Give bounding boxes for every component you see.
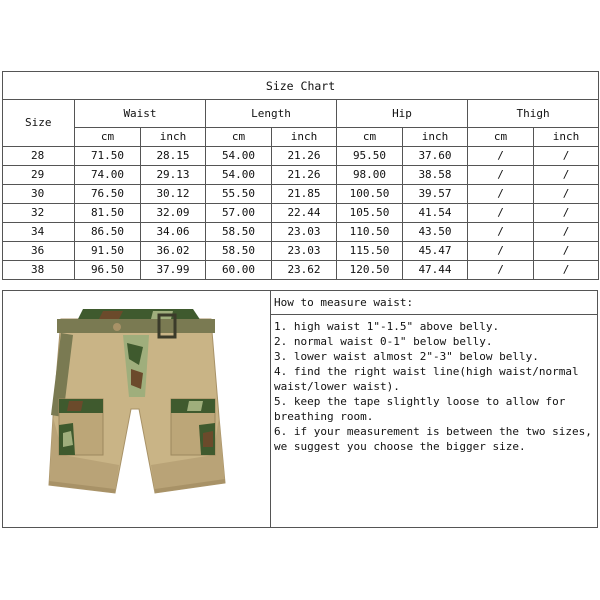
measurement-cell: 30.12 xyxy=(141,185,206,204)
measurement-cell: 95.50 xyxy=(337,147,403,166)
measurement-cell: 58.50 xyxy=(206,223,272,242)
size-row xyxy=(3,204,599,223)
measurement-cell: 43.50 xyxy=(403,223,468,242)
measurement-cell: 28.15 xyxy=(141,147,206,166)
measurement-cell: 21.26 xyxy=(272,147,337,166)
size-header: Size xyxy=(3,100,75,147)
measurement-cell: 60.00 xyxy=(206,261,272,280)
thigh-header: Thigh xyxy=(468,100,599,128)
length-header: Length xyxy=(206,100,337,128)
measurement-cell: 23.62 xyxy=(272,261,337,280)
size-cell: 29 xyxy=(3,166,75,185)
measurement-cell: / xyxy=(468,166,534,185)
measurement-cell: 21.85 xyxy=(272,185,337,204)
measurement-cell: / xyxy=(468,242,534,261)
measurement-cell: / xyxy=(534,204,599,223)
measurement-cell: 54.00 xyxy=(206,166,272,185)
size-cell: 32 xyxy=(3,204,75,223)
measurement-cell: 22.44 xyxy=(272,204,337,223)
unit-header-cm: cm xyxy=(75,128,141,147)
measure-step: 5. keep the tape slightly loose to allow for breathing room. xyxy=(274,395,566,423)
measure-instructions xyxy=(271,291,597,527)
measurement-cell: 91.50 xyxy=(75,242,141,261)
measurement-cell: 45.47 xyxy=(403,242,468,261)
measurement-cell: / xyxy=(534,242,599,261)
measurement-cell: / xyxy=(534,223,599,242)
size-chart-body xyxy=(3,147,599,280)
size-cell: 38 xyxy=(3,261,75,280)
measurement-cell: 29.13 xyxy=(141,166,206,185)
measurement-cell: 23.03 xyxy=(272,242,337,261)
size-cell: 28 xyxy=(3,147,75,166)
size-cell: 34 xyxy=(3,223,75,242)
measurement-cell: 115.50 xyxy=(337,242,403,261)
measurement-cell: 23.03 xyxy=(272,223,337,242)
measurement-cell: / xyxy=(468,204,534,223)
button xyxy=(113,323,121,331)
measurement-cell: 55.50 xyxy=(206,185,272,204)
measurement-cell: 34.06 xyxy=(141,223,206,242)
measurement-cell: 36.02 xyxy=(141,242,206,261)
unit-header-inch: inch xyxy=(403,128,468,147)
measurement-cell: 76.50 xyxy=(75,185,141,204)
belt xyxy=(57,319,215,333)
measure-step: 2. normal waist 0-1" below belly. xyxy=(274,335,493,348)
measurement-cell: / xyxy=(468,261,534,280)
measurement-cell: 21.26 xyxy=(272,166,337,185)
size-row xyxy=(3,261,599,280)
unit-header-cm: cm xyxy=(468,128,534,147)
measurement-cell: 110.50 xyxy=(337,223,403,242)
measurement-cell: / xyxy=(534,147,599,166)
unit-header-inch: inch xyxy=(141,128,206,147)
measure-step: 6. if your measurement is between the two sizes, we suggest you choose the bigger size. xyxy=(274,425,592,453)
measurement-cell: 98.00 xyxy=(337,166,403,185)
size-cell: 36 xyxy=(3,242,75,261)
measurement-cell: / xyxy=(534,185,599,204)
unit-header-inch: inch xyxy=(272,128,337,147)
measurement-cell: / xyxy=(468,147,534,166)
size-chart-table xyxy=(2,71,599,280)
measurement-cell: 38.58 xyxy=(403,166,468,185)
measurement-cell: 32.09 xyxy=(141,204,206,223)
measure-step: 4. find the right waist line(high waist/normal waist/lower waist). xyxy=(274,365,579,393)
size-row xyxy=(3,242,599,261)
size-cell: 30 xyxy=(3,185,75,204)
measure-step: 1. high waist 1"-1.5" above belly. xyxy=(274,320,500,333)
measurement-cell: 120.50 xyxy=(337,261,403,280)
measurement-cell: 39.57 xyxy=(403,185,468,204)
size-row xyxy=(3,223,599,242)
measurement-cell: 74.00 xyxy=(75,166,141,185)
measurement-cell: / xyxy=(534,261,599,280)
measure-title: How to measure waist: xyxy=(271,291,597,315)
measurement-cell: 96.50 xyxy=(75,261,141,280)
measure-step: 3. lower waist almost 2"-3" below belly. xyxy=(274,350,539,363)
unit-header-cm: cm xyxy=(337,128,403,147)
measurement-cell: 37.60 xyxy=(403,147,468,166)
measurement-cell: 47.44 xyxy=(403,261,468,280)
measurement-cell: 86.50 xyxy=(75,223,141,242)
measurement-cell: / xyxy=(534,166,599,185)
measurement-cell: 100.50 xyxy=(337,185,403,204)
unit-header-cm: cm xyxy=(206,128,272,147)
measurement-cell: / xyxy=(468,223,534,242)
product-image-panel xyxy=(3,291,271,527)
waist-header: Waist xyxy=(75,100,206,128)
unit-header-inch: inch xyxy=(534,128,599,147)
size-row xyxy=(3,166,599,185)
measurement-cell: 54.00 xyxy=(206,147,272,166)
measurement-cell: 37.99 xyxy=(141,261,206,280)
measure-steps xyxy=(271,315,597,454)
measurement-cell: 71.50 xyxy=(75,147,141,166)
measurement-cell: / xyxy=(468,185,534,204)
hip-header: Hip xyxy=(337,100,468,128)
size-row xyxy=(3,147,599,166)
measurement-cell: 81.50 xyxy=(75,204,141,223)
measure-section xyxy=(2,290,598,528)
measurement-cell: 58.50 xyxy=(206,242,272,261)
cargo-shorts-image xyxy=(43,305,229,513)
measurement-cell: 57.00 xyxy=(206,204,272,223)
measurement-cell: 41.54 xyxy=(403,204,468,223)
measurement-cell: 105.50 xyxy=(337,204,403,223)
size-row xyxy=(3,185,599,204)
chart-title: Size Chart xyxy=(3,72,599,100)
